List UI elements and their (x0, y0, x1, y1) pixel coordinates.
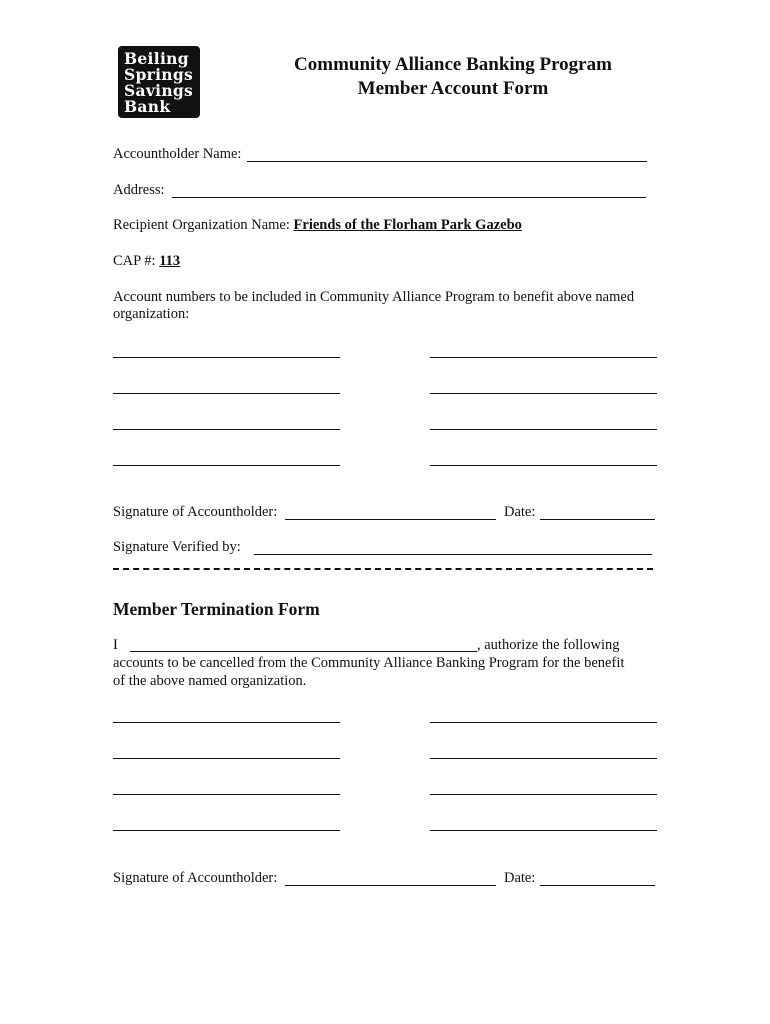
logo-line-1: Beiling (124, 49, 189, 68)
account-number-field[interactable] (430, 465, 657, 466)
cap-label: CAP #: (113, 253, 156, 269)
accounts-instruction-line-2: organization: (113, 306, 190, 322)
cancel-account-field[interactable] (113, 830, 340, 831)
account-number-field[interactable] (430, 357, 657, 358)
accountholder-name-label: Accountholder Name: (113, 146, 242, 162)
cancel-account-field[interactable] (430, 758, 657, 759)
cap-row (113, 253, 180, 270)
form-title-line-1: Community Alliance Banking Program (294, 54, 612, 75)
cancel-account-field[interactable] (113, 794, 340, 795)
termination-i-label: I (113, 637, 118, 653)
recipient-organization-row (113, 217, 522, 234)
termination-text-line-2: accounts to be cancelled from the Community Alliance Banking Program for the benefit (113, 655, 625, 671)
recipient-organization-value: Friends of the Florham Park Gazebo (293, 217, 522, 233)
account-number-field[interactable] (113, 465, 340, 466)
cancel-account-field[interactable] (430, 722, 657, 723)
account-number-field[interactable] (113, 393, 340, 394)
termination-text-line-3: of the above named organization. (113, 673, 307, 689)
date-field[interactable] (540, 519, 655, 520)
cancel-account-field[interactable] (113, 758, 340, 759)
logo-line-2: Springs (124, 65, 194, 84)
address-field[interactable] (172, 197, 646, 198)
termination-name-field[interactable] (130, 651, 477, 652)
account-number-field[interactable] (430, 429, 657, 430)
cancel-account-field[interactable] (113, 722, 340, 723)
account-number-field[interactable] (113, 357, 340, 358)
cap-value: 113 (159, 253, 181, 269)
bank-logo (118, 46, 200, 118)
account-number-field[interactable] (430, 393, 657, 394)
signature-label: Signature of Accountholder: (113, 504, 278, 520)
accounts-instruction-line-1: Account numbers to be included in Community Alliance Program to benefit above named (113, 289, 635, 305)
accountholder-name-field[interactable] (247, 161, 647, 162)
signature-verified-field[interactable] (254, 554, 652, 555)
account-number-field[interactable] (113, 429, 340, 430)
form-title-line-2: Member Account Form (357, 78, 549, 99)
logo-line-4: Bank (124, 97, 171, 116)
termination-date-field[interactable] (540, 885, 655, 886)
signature-field[interactable] (285, 519, 496, 520)
termination-form-title: Member Termination Form (113, 599, 320, 619)
cancel-account-field[interactable] (430, 794, 657, 795)
termination-signature-label: Signature of Accountholder: (113, 870, 278, 886)
cancel-account-field[interactable] (430, 830, 657, 831)
signature-verified-label: Signature Verified by: (113, 539, 241, 555)
address-label: Address: (113, 182, 165, 198)
termination-date-label: Date: (504, 870, 536, 886)
termination-signature-field[interactable] (285, 885, 496, 886)
termination-authorize-text: , authorize the following (477, 637, 620, 653)
date-label: Date: (504, 504, 536, 520)
recipient-organization-label: Recipient Organization Name: (113, 217, 290, 233)
section-divider (113, 568, 653, 570)
logo-line-3: Savings (124, 81, 194, 100)
